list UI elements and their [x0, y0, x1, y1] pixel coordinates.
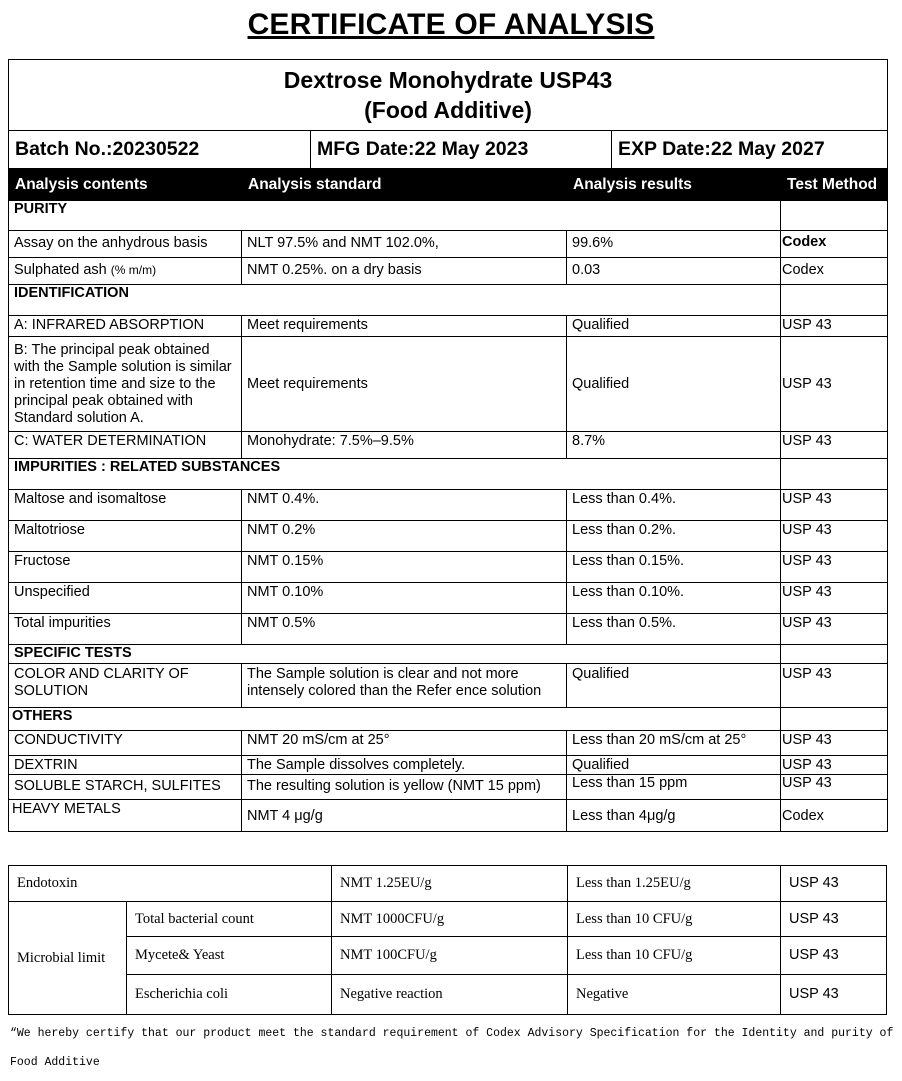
cell-method: USP 43	[781, 614, 888, 645]
cell-content: Assay on the anhydrous basis	[9, 231, 242, 258]
cell-method: USP 43	[781, 731, 888, 756]
cell-method: USP 43	[781, 583, 888, 614]
cell-method: USP 43	[781, 866, 887, 902]
cell-content: Total impurities	[9, 614, 242, 645]
table-row	[9, 490, 888, 521]
header-standard: Analysis standard	[242, 169, 567, 201]
cell-standard: NMT 20 mS/cm at 25°	[242, 731, 567, 756]
cell-method: USP 43	[781, 490, 888, 521]
cell-result: Qualified	[567, 316, 781, 337]
cell-result: Less than 0.5%.	[567, 614, 781, 645]
certification-statement: “We hereby certify that our product meet the standard requirement of Codex Advisory Specification for the Identity and purity of	[10, 1027, 894, 1040]
content-text: Sulphated ash	[14, 262, 107, 278]
section-label: IDENTIFICATION	[9, 285, 781, 316]
cell-result: Less than 10 CFU/g	[568, 937, 781, 975]
table-row	[9, 664, 888, 708]
cell-result: Less than 0.10%.	[567, 583, 781, 614]
cell-content: SOLUBLE STARCH, SULFITES	[9, 775, 242, 800]
cell-method: USP 43	[781, 316, 888, 337]
product-row	[9, 60, 888, 131]
microbial-limit-label: Microbial limit	[9, 902, 127, 1015]
table-row	[9, 775, 888, 800]
table-row	[9, 866, 887, 902]
cell-standard: NMT 0.10%	[242, 583, 567, 614]
product-type: (Food Additive)	[364, 97, 532, 123]
header-method: Test Method	[781, 169, 888, 201]
cell-content: COLOR AND CLARITY OF SOLUTION	[9, 664, 242, 708]
product-name-cell	[9, 60, 888, 131]
cell-result: Qualified	[567, 664, 781, 708]
cell-method: Codex	[781, 258, 888, 285]
table-row	[9, 337, 888, 432]
cell-content: Maltose and isomaltose	[9, 490, 242, 521]
cell-content: Unspecified	[9, 583, 242, 614]
cell-content: CONDUCTIVITY	[9, 731, 242, 756]
cell-content: B: The principal peak obtained with the Sample solution is similar in retention time and size to the principal peak obtained with Standard solution A.	[9, 337, 242, 432]
cell-result: Negative	[568, 975, 781, 1015]
cell-result: Less than 0.4%.	[567, 490, 781, 521]
cell-result: Less than 4μg/g	[567, 800, 781, 832]
cell-content	[9, 258, 242, 285]
mfg-date: MFG Date:22 May 2023	[311, 131, 612, 169]
cell-method: USP 43	[781, 552, 888, 583]
cell-standard: NMT 4 μg/g	[242, 800, 567, 832]
cell-result: 0.03	[567, 258, 781, 285]
section-purity	[9, 201, 888, 231]
cell-standard: NMT 0.25%. on a dry basis	[242, 258, 567, 285]
cell-content: Mycete& Yeast	[127, 937, 332, 975]
cell-result: Less than 1.25EU/g	[568, 866, 781, 902]
table-row	[9, 316, 888, 337]
cell-standard: The Sample solution is clear and not more intensely colored than the Refer ence solution	[242, 664, 567, 708]
content-note: (% m/m)	[110, 263, 157, 277]
batch-number: Batch No.:20230522	[9, 131, 311, 169]
microbial-table	[8, 865, 887, 1015]
cell-result: Less than 20 mS/cm at 25°	[567, 731, 781, 756]
product-name: Dextrose Monohydrate USP43	[283, 67, 613, 93]
cell-standard: NMT 100CFU/g	[332, 937, 568, 975]
table-row	[9, 258, 888, 285]
table-row	[9, 756, 888, 775]
cell-standard: The resulting solution is yellow (NMT 15 ppm)	[242, 775, 567, 800]
table-row	[9, 800, 888, 832]
header-contents: Analysis contents	[9, 169, 242, 201]
section-label: SPECIFIC TESTS	[9, 645, 781, 664]
document-title: CERTIFICATE OF ANALYSIS	[247, 8, 655, 41]
section-specific-tests	[9, 645, 888, 664]
cell-content: Maltotriose	[9, 521, 242, 552]
cell-content: A: INFRARED ABSORPTION	[9, 316, 242, 337]
cell-method: USP 43	[781, 902, 887, 937]
cell-standard: NLT 97.5% and NMT 102.0%,	[242, 231, 567, 258]
table-row	[9, 902, 887, 937]
cell-content: C: WATER DETERMINATION	[9, 432, 242, 459]
cell-content: Total bacterial count	[127, 902, 332, 937]
cell-result: 8.7%	[567, 432, 781, 459]
cell-method: USP 43	[781, 521, 888, 552]
header-results: Analysis results	[567, 169, 781, 201]
section-impurities	[9, 459, 888, 490]
cell-standard: Negative reaction	[332, 975, 568, 1015]
table-row	[9, 937, 887, 975]
cell-method: USP 43	[781, 664, 888, 708]
cell-method: USP 43	[781, 775, 888, 800]
section-identification	[9, 285, 888, 316]
certification-statement-continued: Food Additive	[10, 1056, 100, 1069]
cell-method: USP 43	[781, 756, 888, 775]
cell-content: HEAVY METALS	[9, 800, 242, 832]
cell-standard: NMT 1.25EU/g	[332, 866, 568, 902]
table-row	[9, 552, 888, 583]
cell-result: Qualified	[567, 756, 781, 775]
batch-row	[9, 131, 888, 169]
header-row	[9, 169, 888, 201]
cell-result: 99.6%	[567, 231, 781, 258]
cell-standard: The Sample dissolves completely.	[242, 756, 567, 775]
cell-standard: NMT 0.5%	[242, 614, 567, 645]
cell-result: Less than 0.2%.	[567, 521, 781, 552]
cell-standard: NMT 1000CFU/g	[332, 902, 568, 937]
cell-content: Escherichia coli	[127, 975, 332, 1015]
exp-date: EXP Date:22 May 2027	[612, 131, 888, 169]
cell-method: USP 43	[781, 937, 887, 975]
cell-method: Codex	[781, 800, 888, 832]
cell-content: Fructose	[9, 552, 242, 583]
cell-standard: Meet requirements	[242, 316, 567, 337]
cell-content: DEXTRIN	[9, 756, 242, 775]
table-row	[9, 975, 887, 1015]
table-row	[9, 614, 888, 645]
table-row	[9, 231, 888, 258]
cell-standard: Meet requirements	[242, 337, 567, 432]
endotoxin-label: Endotoxin	[9, 866, 332, 902]
cell-standard: NMT 0.15%	[242, 552, 567, 583]
table-row	[9, 432, 888, 459]
cell-standard: NMT 0.2%	[242, 521, 567, 552]
section-label: PURITY	[9, 201, 781, 231]
cell-result: Less than 15 ppm	[567, 775, 781, 800]
cell-standard: NMT 0.4%.	[242, 490, 567, 521]
section-label: IMPURITIES : RELATED SUBSTANCES	[9, 459, 781, 490]
table-row	[9, 583, 888, 614]
cell-result: Less than 10 CFU/g	[568, 902, 781, 937]
cell-result: Qualified	[567, 337, 781, 432]
cell-standard: Monohydrate: 7.5%–9.5%	[242, 432, 567, 459]
cell-method: USP 43	[781, 337, 888, 432]
cell-method: USP 43	[781, 975, 887, 1015]
analysis-table	[8, 59, 888, 832]
section-label: OTHERS	[9, 708, 781, 731]
cell-method: Codex	[781, 231, 888, 258]
cell-result: Less than 0.15%.	[567, 552, 781, 583]
section-others	[9, 708, 888, 731]
table-row	[9, 731, 888, 756]
table-row	[9, 521, 888, 552]
cell-method: USP 43	[781, 432, 888, 459]
